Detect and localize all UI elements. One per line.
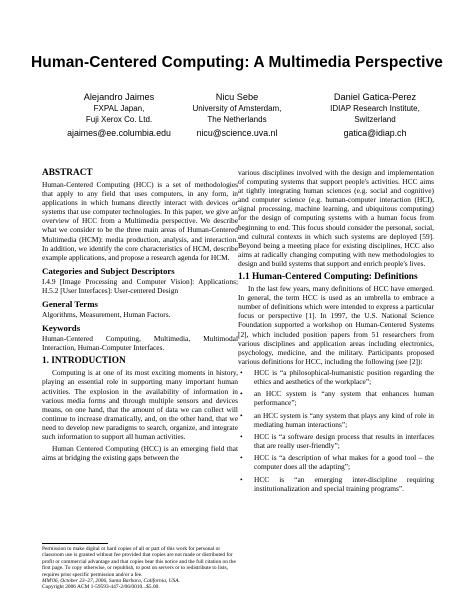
list-item: • HCC is “a description of what makes for a good tool – the computer does all the adapting”; [240, 453, 434, 472]
body-paragraph: In the last few years, many definitions of HCC have emerged. In general, the term HCC is used as an umbrella to embrace a number of definitions which were intended to express a particular focus or perspective [1]. In 1997, the U.S. National Science Foundation supported a workshop on Human-Centered Systems [2], which included position papers from 51 researchers from various disciplines and application areas including electronics, psychology, medicine, and the military. Participants proposed various definitions for HCC, including the following (see [2]): [238, 284, 434, 366]
right-column [238, 168, 434, 496]
bullet-icon: • [240, 474, 243, 484]
author-block [300, 92, 450, 139]
bullet-icon: • [240, 367, 243, 377]
definition-list [238, 368, 434, 493]
author-name: Alejandro Jaimes [83, 92, 155, 102]
footnote-divider [42, 543, 108, 544]
list-item: • HCC is “an emerging inter-discipline requiring institutionalization and special training programs”. [240, 474, 434, 493]
author-email: nicu@science.uva.nl [196, 128, 278, 138]
introduction-paragraph: Computing is at one of its most exciting moments in history, playing an essential role in supporting many important human activities. The explosion in the availability of information in various media forms and through multiple sensors and devices means, on one hand, that the amount of data we can collect will continue to increase dramatically, and, on the other hand, that we need to develop new paradigms to search, organize, and integrate such information to support all human activities. [42, 368, 238, 441]
author-name: Daniel Gatica-Perez [333, 92, 417, 102]
bullet-icon: • [240, 389, 243, 399]
abstract-text: Human-Centered Computing (HCC) is a set of methodologies that apply to any field that uses computers, in any form, in applications in which humans directly interact with devices or systems that use computer technologies. In this paper, we give an overview of HCC from a Multimedia perspective. We describe what we consider to be the three main areas of Human-Centered Multimedia (HCM): media production, analysis, and interaction. In addition, we identify the core characteristics of HCM, describe example applications, and propose a research agenda for HCM. [42, 180, 238, 262]
bullet-icon: • [240, 410, 243, 420]
keywords-heading: Keywords [42, 323, 81, 334]
list-item: • an HCC system is “any system that enhances human performance”; [240, 389, 434, 408]
introduction-paragraph: Human Centered Computing (HCC) is an emerging field that aims at bridging the existing gaps between the [42, 444, 238, 463]
introduction-heading: 1. INTRODUCTION [42, 356, 126, 367]
categories-text: I.4.9 [Image Processing and Computer Vision]: Applications; H.5.2 [User Interfaces]: User-centered Design [42, 276, 238, 295]
copyright-line: Copyright 2006 ACM 1-59593-447-2/06/0010...$5.00. [42, 584, 160, 591]
abstract-heading: ABSTRACT [42, 168, 93, 178]
author-email: gatica@idiap.ch [343, 128, 407, 138]
copyright-footnote [42, 546, 238, 591]
bullet-icon: • [240, 432, 243, 441]
permission-notice: Permission to make digital or hard copies of all or part of this work for personal or classroom use is granted without fee provided that copies are not made or distributed for profit or commercial advantage and that copies bear this notice and the full citation on the first page. To copy otherwise, or republish, to post on servers or to redistribute to lists, requires prior specific permission and/or a fee. [42, 546, 236, 578]
author-affiliation: Switzerland [354, 115, 396, 124]
author-name: Nicu Sebe [215, 92, 259, 102]
author-affiliation: FXPAL Japan, [93, 104, 145, 113]
author-affiliation: IDIAP Research Institute, [330, 104, 420, 113]
author-affiliation: Fuji Xerox Co. Ltd. [85, 115, 153, 124]
bullet-icon: • [240, 453, 243, 463]
author-block [162, 92, 312, 139]
paper-title: Human-Centered Computing: A Multimedia Perspective [30, 54, 444, 71]
conference-info: MM'06, October 23–27, 2006, Santa Barbara, California, USA. [42, 578, 180, 585]
keywords-text: Human-Centered Computing, Multimedia, Multimodal Interaction, Human-Computer Interfaces. [42, 334, 238, 353]
general-terms-heading: General Terms [42, 299, 98, 310]
list-item: • an HCC system is “any system that plays any kind of role in mediating human interactions”; [240, 410, 434, 429]
section-heading: 1.1 Human-Centered Computing: Definitions [238, 272, 418, 283]
body-paragraph: various disciplines involved with the design and implementation of computing systems that support people's activities. HCC aims at tightly integrating human sciences (e.g. social and cognitive) and computer science (e.g. human-computer interaction (HCI), signal processing, machine learning, and ubiquitous computing) for the design of computing systems with a human focus from beginning to end. This focus should consider the personal, social, and cultural contexts in which such systems are deployed [59]. Beyond being a meeting place for existing disciplines, HCC also aims at radically changing computing with new methodologies to design and build systems that support and enrich people's lives. [238, 168, 434, 268]
left-column [42, 168, 238, 462]
general-terms-text: Algorithms, Measurement, Human Factors. [42, 310, 171, 320]
list-item: • HCC is “a philosophical-humanistic position regarding the ethics and aesthetics of the workplace”; [240, 367, 434, 386]
author-affiliation: University of Amsterdam, [192, 104, 282, 113]
list-item: • HCC is “a software design process that results in interfaces that are really user-friendly”; [240, 432, 434, 451]
categories-heading: Categories and Subject Descriptors [42, 265, 175, 276]
author-affiliation: The Netherlands [207, 115, 267, 124]
author-email: ajaimes@ee.columbia.edu [67, 128, 171, 138]
